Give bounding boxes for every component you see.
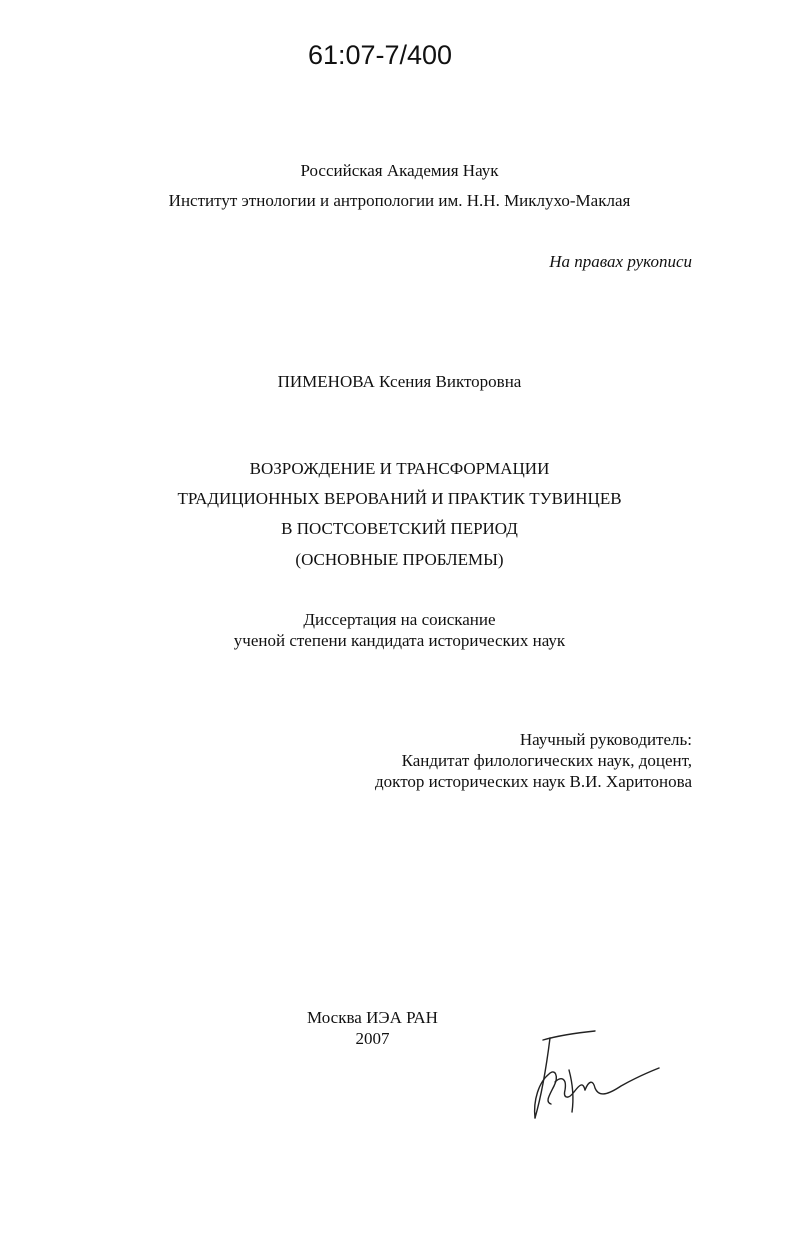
title-line-1: ВОЗРОЖДЕНИЕ И ТРАНСФОРМАЦИИ xyxy=(249,459,550,478)
handwritten-signature xyxy=(525,1030,665,1130)
title-line-2: ТРАДИЦИОННЫХ ВЕРОВАНИЙ И ПРАКТИК ТУВИНЦЕВ xyxy=(177,489,622,508)
academy-name: Российская Академия Наук xyxy=(300,161,499,180)
manuscript-note: На правах рукописи xyxy=(549,252,692,271)
degree-line-2: ученой степени кандидата исторических наук xyxy=(233,631,566,650)
supervisor-line-2: доктор исторических наук В.И. Харитонова xyxy=(375,772,692,791)
supervisor-label: Научный руководитель: xyxy=(519,730,692,749)
institute-name: Институт этнологии и антропологии им. Н.Н. Миклухо-Маклая xyxy=(168,191,631,210)
title-line-4: (ОСНОВНЫЕ ПРОБЛЕМЫ) xyxy=(295,550,504,569)
archive-code: 61:07-7/400 xyxy=(307,40,453,70)
degree-line-1: Диссертация на соискание xyxy=(303,610,496,629)
author-name: ПИМЕНОВА Ксения Викторовна xyxy=(277,372,522,391)
publication-year: 2007 xyxy=(355,1029,390,1048)
supervisor-line-1: Кандитат филологических наук, доцент, xyxy=(401,751,692,770)
publication-place: Москва ИЭА РАН xyxy=(307,1008,438,1027)
title-line-3: В ПОСТСОВЕТСКИЙ ПЕРИОД xyxy=(281,519,518,538)
